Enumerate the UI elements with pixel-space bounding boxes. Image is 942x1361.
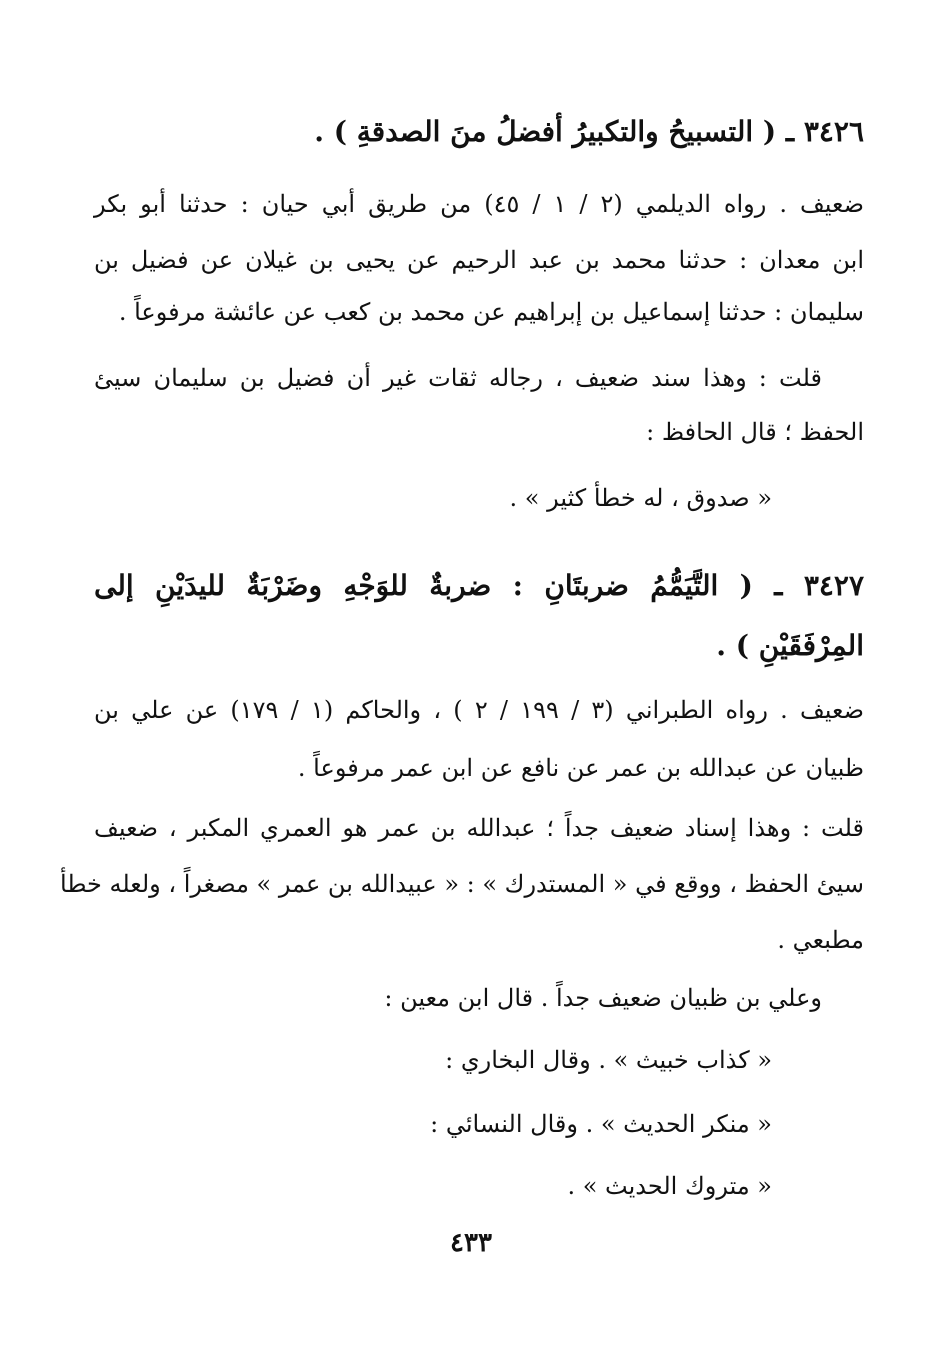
body-line: ظبيان عن عبدالله بن عمر عن نافع عن ابن عمر مرفوعاً . [297,754,864,782]
body-line: قلت : وهذا سند ضعيف ، رجاله ثقات غير أن فضيل بن سليمان سيئ [94,364,822,392]
entry-heading: ٣٤٢٧ ـ ( التَّيَمُّمُ ضربتَانِ : ضربةٌ للوَجْهِ وضَرْبَةٌ لليدَيْنِ إلى [94,569,864,602]
quote-line: « منكر الحديث » . وقال النسائي : [430,1110,772,1138]
body-line: ضعيف . رواه الطبراني (٣ / ١٩٩ / ٢ ) ، والحاكم (١ / ١٧٩) عن علي بن [94,696,865,724]
entry-heading: ٣٤٢٦ ـ ( التسبيحُ والتكبيرُ أفضلُ منَ الصدقةِ ) . [314,115,864,148]
body-line: سليمان : حدثنا إسماعيل بن إبراهيم عن محمد بن كعب عن عائشة مرفوعاً . [118,298,864,326]
entry-heading-continuation: المِرْفَقَيْنِ ) . [716,629,864,662]
body-line: مطبعي . [777,926,864,954]
body-line: وعلي بن ظبيان ضعيف جداً . قال ابن معين : [384,984,822,1012]
body-line: الحفظ ؛ قال الحافظ : [646,418,864,446]
quote-line: « كذاب خبيث » . وقال البخاري : [445,1046,772,1074]
page-number: ٤٣٣ [450,1228,492,1258]
body-line: قلت : وهذا إسناد ضعيف جداً ؛ عبدالله بن عمر هو العمري المكبر ، ضعيف [94,814,864,842]
body-line: سيئ الحفظ ، ووقع في « المستدرك » : « عبيدالله بن عمر » مصغراً ، ولعله خطأ [60,870,864,898]
body-line: ضعيف . رواه الديلمي (٢ / ١ / ٤٥) من طريق أبي حيان : حدثنا أبو بكر [94,190,864,218]
quote-line: « صدوق ، له خطأ كثير » . [509,484,772,512]
body-line: ابن معدان : حدثنا محمد بن عبد الرحيم عن يحيى بن غيلان عن فضيل بن [94,246,864,274]
quote-line: « متروك الحديث » . [567,1172,772,1200]
